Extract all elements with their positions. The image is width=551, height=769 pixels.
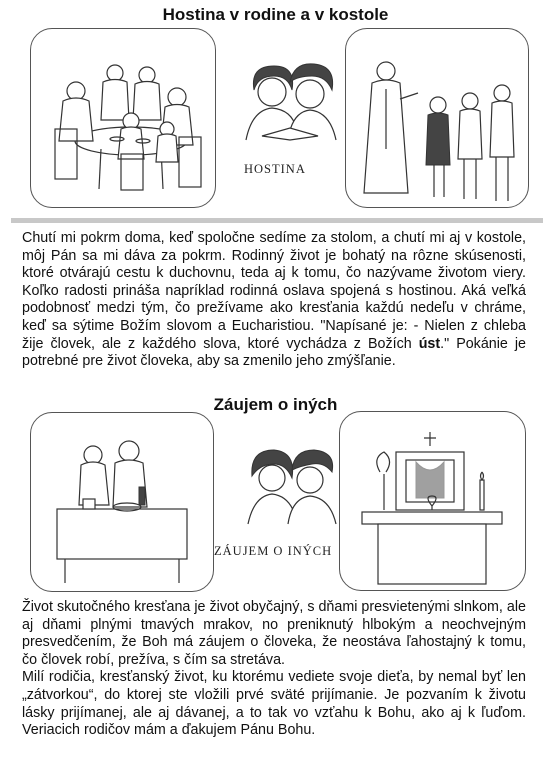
care-paragraph	[22, 599, 526, 740]
children-illustration	[238, 446, 342, 526]
hostina-label: HOSTINA	[244, 162, 306, 176]
mother-child-illustration	[30, 412, 214, 592]
communion-illustration	[345, 28, 529, 208]
care-text-1: Život skutočného kresťana je život obyčajný, s dňami presvietenými slnkom, ale aj dňami plnými tmavých mrakov, no preniknutý hlbokým a neochvejným presvedčením, že Boh má záujem o človeka, že neostáva ľahostajný k tomu, čo človek robí, prežíva, s čím sa stretáva.	[22, 599, 526, 668]
section-title-feast: Hostina v rodine a v kostole	[162, 5, 389, 24]
couple-reading-illustration	[232, 60, 342, 142]
section-divider	[11, 218, 543, 223]
zaujem-label: ZÁUJEM O INÝCH	[214, 544, 333, 558]
family-meal-illustration	[30, 28, 216, 208]
care-text-2: Milí rodičia, kresťanský život, ku ktorému vediete svoje dieťa, by nemal byť len „zátvorkou“, do ktorej ste vložili prvé sväté prijímanie. Je pozvaním k životu lásky prijímanej, ale aj dávanej, a to tak vo vzťahu k Bohu, ako aj k ľuďom. Veriacich rodičov mám a ďakujem Pánu Bohu.	[22, 669, 526, 739]
altar-illustration	[339, 411, 526, 591]
feast-paragraph	[22, 230, 526, 371]
feast-text: Chutí mi pokrm doma, keď spoločne sedíme za stolom, a chutí mi aj v kostole, môj Pán sa mi dáva za pokrm. Rodinný život je bohatý na rôzne skúsenosti, ktoré otvárajú cestu k duchovnu, teda aj k tomu, čo nazývame životom viery. Koľko radosti prináša napríklad rodinná oslava spojená s hostinou. Aká veľká podobnosť medzi tým, čo prežívame ako kresťania každú nedeľu v chráme, keď sa sýtime Božím slovom a Eucharistiou. "Napísané je: - Nielen z chleba žije človek, ale z každého slova, ktoré vychádza z Božích úst." Pokánie je potrebné pre život človeka, aby sa zmenilo jeho zmýšľanie.	[22, 230, 526, 370]
section-title-care: Záujem o iných	[213, 395, 338, 414]
